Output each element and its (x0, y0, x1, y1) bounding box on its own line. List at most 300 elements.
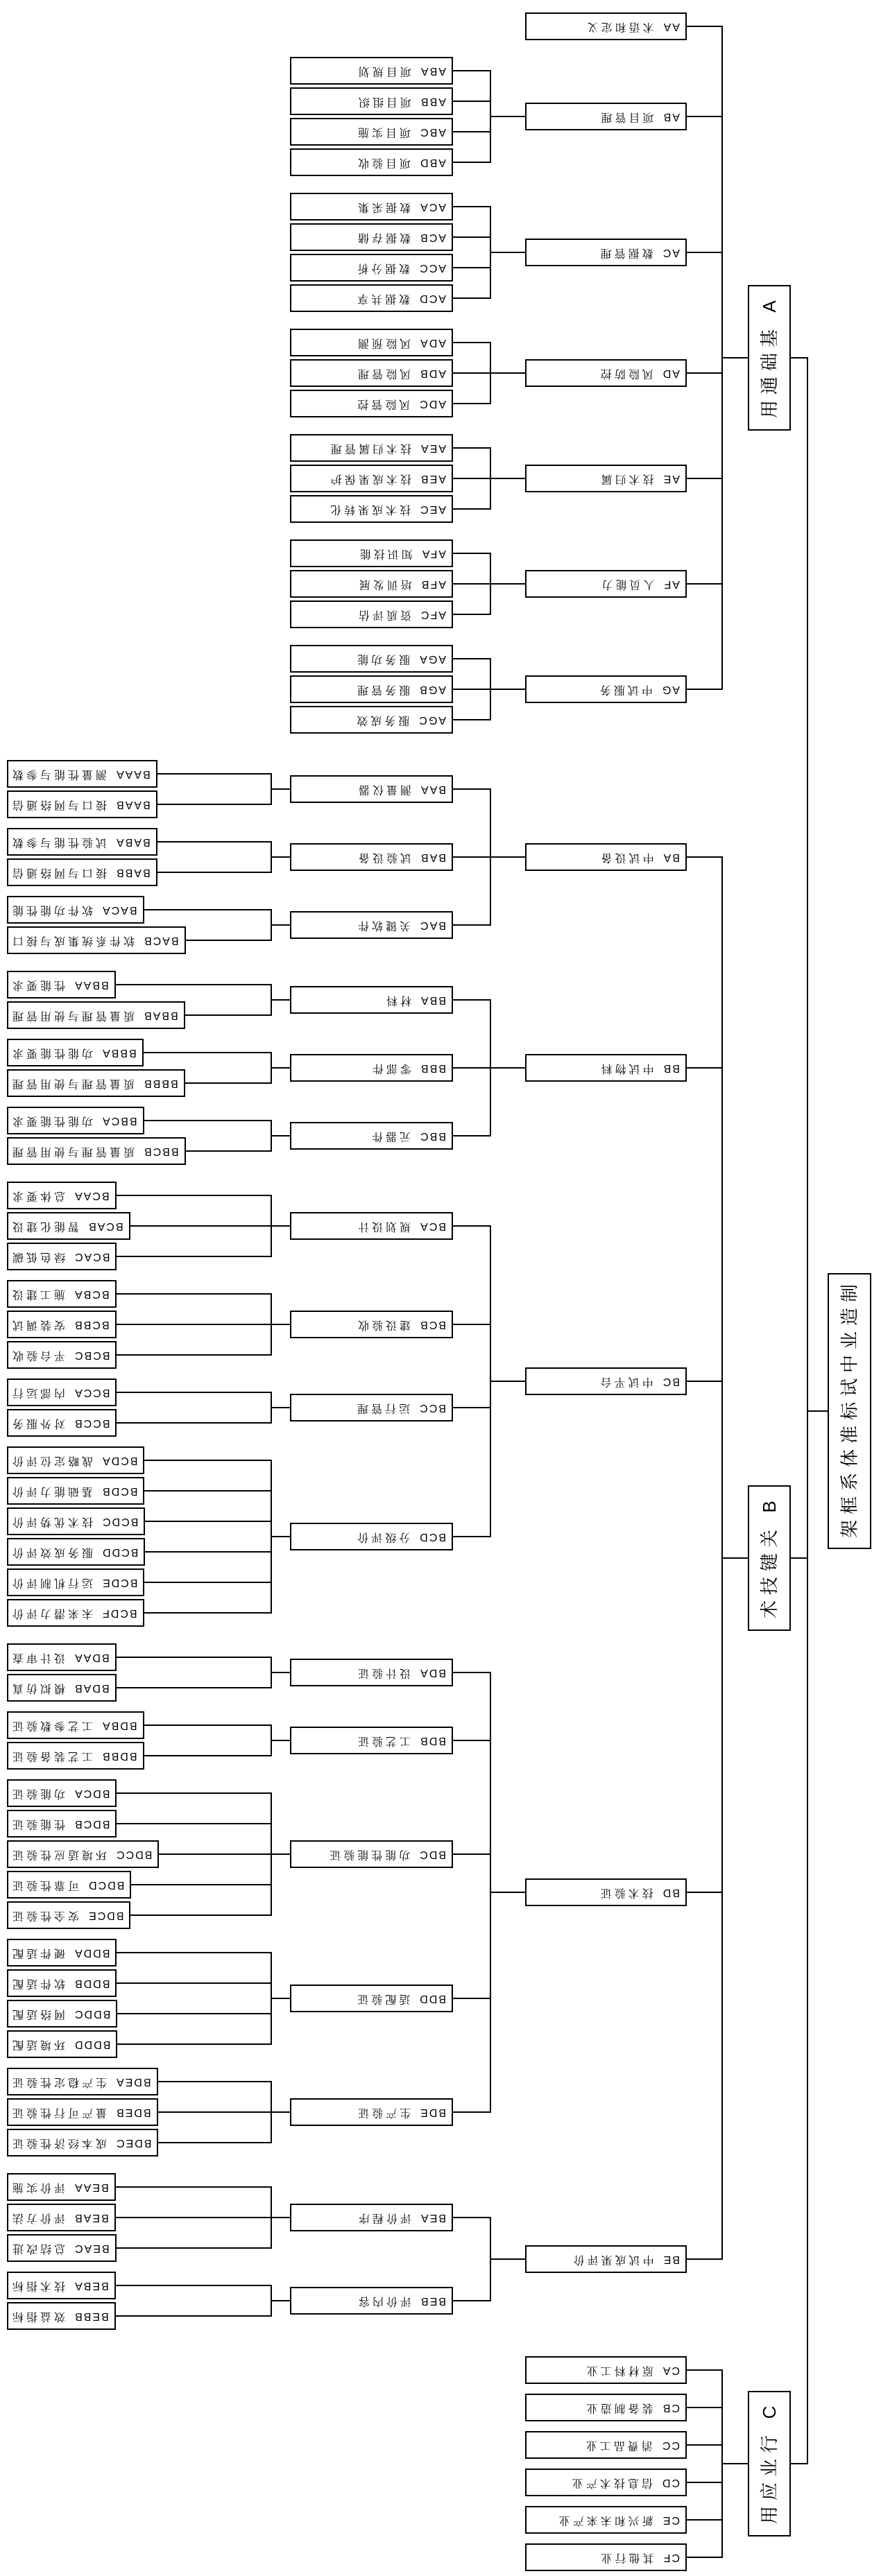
connector-child-stub-BCDB (144, 1490, 271, 1492)
connector-child-stub-BDAA (117, 1657, 271, 1658)
node-label: 风险预测 (355, 337, 411, 349)
node-label: 技术成果保护 (327, 473, 411, 485)
connector-parent-stub-BAA (271, 788, 290, 790)
node-label: 总结改进 (10, 2242, 66, 2254)
connector-trunk-AF (490, 553, 491, 615)
connector-child-stub-BE (687, 2258, 721, 2260)
node-text (291, 607, 452, 621)
node-label: 评价内容 (355, 2295, 411, 2307)
node-text (291, 1129, 452, 1143)
node-box-BDEC (7, 2129, 158, 2156)
node-code: BBB (419, 1062, 446, 1074)
node-box-BAC (290, 911, 453, 939)
node-text (527, 19, 685, 33)
node-text (527, 1885, 685, 1899)
node-box-BDCC (7, 1840, 159, 1868)
node-box-BCDB (7, 1477, 144, 1505)
connector-trunk-BAA (271, 773, 272, 805)
node-label: 网络适配 (10, 2008, 66, 2020)
node-code: AD (661, 368, 680, 379)
connector-child-stub-BDBA (144, 1724, 271, 1726)
node-box-CA (525, 2356, 687, 2384)
connector-trunk-BDA (271, 1657, 272, 1688)
node-code: BDEA (115, 2076, 151, 2088)
connector-trunk-BAB (271, 841, 272, 873)
node-label: 功能性能验证 (327, 1849, 411, 1860)
node-label: 风险管理 (355, 368, 411, 379)
node-code: BDDD (74, 2039, 111, 2050)
node-label: 消费品工业 (583, 2439, 653, 2451)
node-text (8, 1317, 115, 1331)
node-box-BDB (290, 1727, 453, 1754)
node-code: AEA (419, 442, 446, 454)
node-code: CB (661, 2402, 680, 2414)
node-text (291, 2105, 452, 2119)
vertical-char: 应 (759, 2482, 780, 2501)
node-code: BDCD (87, 1879, 125, 1891)
node-text (527, 2438, 685, 2452)
connector-trunk-BEA (271, 2186, 272, 2249)
connector-child-stub-BEAA (116, 2186, 271, 2188)
node-code: BCAA (74, 1190, 110, 1202)
node-box-ABD (290, 148, 453, 176)
connector-child-stub-BDDC (117, 2013, 271, 2014)
connector-child-stub-BDA (453, 1672, 490, 1673)
node-label: 元器件 (369, 1130, 411, 1142)
connector-parent-stub-AC (490, 252, 525, 253)
connector-child-stub-ADC (453, 403, 490, 404)
connector-parent-stub-BEA (271, 2217, 290, 2218)
node-code: BEAA (74, 2181, 109, 2193)
node-box-BA (525, 843, 687, 871)
connector-parent-stub-AB (490, 116, 525, 117)
node-box-ABB (290, 87, 453, 115)
node-box-BDE (290, 2098, 453, 2126)
node-label: 中试平台 (597, 1376, 653, 1388)
node-box-BCBA (7, 1280, 117, 1308)
connector-parent-stub-BEB (271, 2300, 290, 2301)
connector-child-stub-BEB (453, 2300, 490, 2301)
connector-trunk-BCB (271, 1293, 272, 1356)
node-label: 设计审查 (10, 1652, 66, 1663)
connector-trunk-AE (490, 447, 491, 510)
node-label: 数据管理 (597, 247, 653, 259)
node-label: 安全性验证 (10, 1910, 80, 1921)
node-box-AFB (290, 570, 453, 598)
node-box-BDDC (7, 2000, 117, 2028)
node-label: 功能性能要求 (10, 1047, 94, 1059)
node-label: 培训发展 (356, 578, 412, 590)
node-box-BDCB (7, 1810, 117, 1838)
node-label: 技术验证 (597, 1887, 653, 1899)
node-code: CF (662, 2552, 680, 2564)
node-text (527, 2252, 685, 2266)
node-text (8, 2211, 114, 2224)
connector-child-stub-ADA (453, 342, 490, 343)
node-text (8, 1046, 142, 1060)
connector-child-stub-ABA (453, 70, 490, 71)
connector-trunk-BBA (271, 984, 272, 1016)
connector-child-stub-BDDB (117, 1982, 271, 1984)
node-text (8, 933, 185, 947)
node-box-CB (525, 2394, 687, 2421)
connector-child-stub-BDC (453, 1853, 490, 1855)
node-code: AEB (419, 473, 446, 485)
node-box-CF (525, 2543, 687, 2571)
connector-child-stub-BAAA (157, 773, 271, 775)
node-text (8, 978, 114, 992)
node-code: BDCC (115, 1849, 153, 1860)
connector-child-stub-AGA (453, 658, 490, 659)
node-code: AFC (420, 609, 446, 621)
node-box-C (748, 2391, 791, 2536)
node-box-BBCB (7, 1137, 186, 1165)
node-box-BCBC (7, 1341, 117, 1369)
node-code: BCAC (74, 1251, 110, 1263)
node-code: AFA (420, 548, 446, 560)
node-label: 服务成效 (354, 714, 410, 726)
node-text (527, 245, 685, 259)
node-code: BEB (419, 2295, 446, 2307)
node-text (291, 1401, 452, 1415)
node-text (527, 1061, 685, 1075)
node-text (527, 2550, 685, 2564)
node-text (527, 1374, 685, 1388)
node-box-ADB (290, 359, 453, 387)
node-code: BBA (419, 994, 446, 1006)
node-box-BABB (7, 858, 157, 886)
node-label: 效益指标 (10, 2310, 66, 2322)
node-box-BCDA (7, 1446, 144, 1474)
connector-child-stub-BCDC (145, 1521, 271, 1522)
connector-trunk-AB (490, 70, 491, 163)
connector-child-stub-AD (687, 372, 721, 374)
node-code: ABA (419, 65, 446, 77)
node-box-AGA (290, 645, 453, 673)
node-label: 软件系统集成与接口 (10, 935, 135, 946)
node-code: BDB (419, 1735, 446, 1747)
node-label: 服务功能 (354, 653, 411, 665)
connector-trunk-BAC (271, 909, 272, 941)
vertical-char: A (759, 300, 780, 313)
connector-trunk-BEB (271, 2285, 272, 2317)
connector-parent-stub-BCA (271, 1225, 290, 1227)
node-box-AE (525, 465, 687, 492)
node-code: BACA (101, 904, 137, 916)
connector-child-stub-CC (687, 2444, 721, 2446)
connector-child-stub-BCBB (117, 1324, 271, 1325)
node-code: BAB (419, 852, 446, 863)
node-label: 信息技术产业 (569, 2477, 653, 2489)
connector-child-stub-AB (687, 116, 721, 117)
node-text (291, 502, 452, 516)
node-code: ACA (419, 201, 446, 213)
connector-trunk-BD (490, 1672, 491, 2113)
node-label: 工艺验证 (355, 1735, 411, 1747)
connector-child-stub-BAA (453, 788, 490, 790)
node-label: 术语和定义 (584, 21, 654, 33)
node-code: BDAB (74, 1682, 110, 1694)
node-box-BACB (7, 926, 186, 954)
connector-parent-stub-BC (490, 1381, 525, 1382)
connector-child-stub-BDEB (158, 2111, 271, 2113)
node-code: BCC (418, 1402, 446, 1414)
connector-parent-stub-BAC (271, 924, 290, 926)
node-text (291, 918, 452, 932)
node-text (527, 2475, 685, 2489)
vertical-char: 架 (839, 1519, 860, 1538)
node-text (8, 2180, 114, 2194)
connector-trunk-AG (490, 658, 491, 720)
connector-parent-stub-C (721, 2463, 748, 2464)
node-text (291, 1219, 452, 1233)
connector-parent-stub-BDA (271, 1672, 290, 1673)
connector-child-stub-CD (687, 2482, 721, 2483)
connector-parent-stub-AF (490, 583, 525, 585)
connector-trunk-BDB (271, 1724, 272, 1756)
node-text (291, 397, 452, 410)
connector-child-stub-BDD (453, 1998, 490, 1999)
node-text (291, 472, 452, 485)
node-text (8, 1946, 115, 1960)
connector-parent-stub-root (807, 1410, 828, 1412)
connector-child-stub-BB (687, 1067, 721, 1069)
vertical-char: 中 (839, 1354, 860, 1373)
connector-child-stub-BAB (453, 856, 490, 858)
node-code: CD (660, 2477, 680, 2489)
node-label: 适配验证 (354, 1993, 411, 2005)
connector-trunk-BDE (271, 2081, 272, 2143)
node-box-BD (525, 1878, 687, 1906)
node-code: ABC (419, 126, 446, 138)
connector-child-stub-BCCB (117, 1422, 271, 1424)
node-label: 其他行业 (598, 2552, 654, 2564)
node-code: BEAC (74, 2242, 110, 2254)
node-text (527, 110, 685, 123)
node-text (527, 682, 685, 696)
node-label: 总体要求 (10, 1190, 66, 1202)
node-label: 施工建设 (10, 1288, 66, 1300)
node-code: AGC (418, 714, 446, 726)
node-code: ABB (419, 96, 446, 107)
connector-trunk-BC (490, 1225, 491, 1537)
node-box-BEA (290, 2204, 453, 2231)
node-text (291, 1847, 452, 1861)
node-text (8, 1250, 115, 1263)
node-code: CA (661, 2365, 680, 2376)
node-text (291, 125, 452, 139)
node-code: AA (662, 21, 680, 33)
connector-trunk-BDD (271, 1952, 272, 2045)
node-label: 安装调试 (10, 1319, 66, 1331)
node-text (8, 1385, 115, 1399)
connector-child-stub-BCDD (145, 1551, 271, 1553)
node-text (291, 2211, 452, 2224)
connector-child-stub-AGB (453, 689, 490, 690)
node-label: 对外服务 (10, 1417, 66, 1429)
connector-parent-stub-BBA (271, 999, 290, 1001)
node-text (8, 2279, 114, 2292)
vertical-char: 础 (759, 353, 780, 372)
node-box-BDEB (7, 2098, 158, 2126)
node-label: 技术优势评价 (10, 1516, 94, 1528)
connector-child-stub-BDDD (117, 2043, 271, 2045)
vertical-char: 关 (759, 1530, 780, 1548)
connector-child-stub-BD (687, 1892, 721, 1893)
node-box-BDCE (7, 1901, 130, 1929)
node-code: BCDA (101, 1455, 138, 1467)
node-label: 战略定位评价 (10, 1455, 94, 1467)
node-text (8, 1144, 185, 1158)
node-code: BB (662, 1062, 680, 1074)
node-text (527, 577, 685, 591)
node-text (8, 1976, 115, 1990)
node-text (291, 1666, 452, 1679)
node-text (8, 1817, 115, 1831)
node-label: 中试服务 (597, 684, 653, 695)
node-text (291, 577, 452, 591)
connector-parent-stub-AD (490, 372, 525, 374)
node-code: BDBB (101, 1750, 137, 1762)
connector-child-stub-BCD (453, 1536, 490, 1537)
node-box-AFA (290, 539, 453, 567)
node-box-BDA (290, 1659, 453, 1686)
node-box-BDD (290, 1985, 453, 2012)
connector-trunk-B (721, 856, 723, 2260)
node-label: 量产可行性验证 (10, 2107, 108, 2118)
node-code: BDD (418, 1993, 446, 2005)
node-box-BEB (290, 2287, 453, 2315)
vertical-char: 业 (759, 2459, 780, 2478)
node-box-BCBB (7, 1311, 117, 1338)
node-text (291, 546, 452, 560)
connector-parent-stub-B (721, 1557, 748, 1559)
node-text (8, 1188, 115, 1202)
node-code: BDEB (115, 2107, 151, 2118)
node-code: BEA (419, 2212, 446, 2224)
node-code: BBC (419, 1130, 446, 1142)
vertical-char: 准 (839, 1425, 860, 1444)
node-box-AA (525, 12, 687, 40)
connector-child-stub-AF (687, 583, 721, 585)
node-code: AC (661, 247, 680, 259)
node-code: BCAB (87, 1220, 123, 1232)
node-code: BCB (419, 1319, 446, 1331)
node-label: 功能性能要求 (10, 1115, 94, 1127)
node-label: 项目规划 (355, 65, 411, 77)
node-label: 评价实施 (10, 2181, 66, 2193)
node-code: BEBB (74, 2310, 109, 2322)
node-label: 风险管控 (354, 398, 411, 410)
connector-parent-stub-BDC (271, 1853, 290, 1855)
node-code: BEBA (74, 2280, 109, 2292)
connector-child-stub-ACD (453, 297, 490, 299)
node-code: BDCA (74, 1788, 110, 1799)
connector-child-stub-BDCB (117, 1823, 271, 1824)
node-box-AEA (290, 434, 453, 462)
node-box-AC (525, 239, 687, 266)
connector-child-stub-ACB (453, 236, 490, 238)
node-label: 关键软件 (355, 919, 411, 931)
node-label: 中试设备 (598, 852, 654, 863)
node-box-BBBB (7, 1069, 185, 1097)
node-code: AB (662, 111, 680, 123)
node-box-BDEA (7, 2068, 158, 2095)
node-box-BCAC (7, 1243, 117, 1270)
connector-child-stub-BDE (453, 2111, 490, 2113)
node-label: 技术指标 (10, 2280, 66, 2292)
connector-child-stub-BA (687, 856, 721, 858)
connector-child-stub-BDDA (117, 1952, 271, 1953)
node-label: 环境适应性验证 (10, 1849, 108, 1860)
node-box-BCDE (7, 1568, 144, 1596)
node-box-BCDD (7, 1538, 145, 1566)
connector-parent-stub-BBC (271, 1135, 290, 1136)
node-code: BCDF (101, 1607, 137, 1619)
node-label: 项目管理 (598, 111, 654, 123)
node-box-AB (525, 103, 687, 130)
connector-parent-stub-BA (490, 856, 525, 858)
node-text (8, 2075, 157, 2089)
node-box-BB (525, 1054, 687, 1082)
node-label: 数据采集 (355, 201, 411, 213)
node-box-BBAB (7, 1001, 185, 1029)
node-label: 资质评估 (355, 609, 411, 621)
node-text (291, 155, 452, 169)
connector-trunk-BBB (271, 1052, 272, 1084)
node-box-BDBA (7, 1711, 144, 1739)
connector-child-stub-BBAB (185, 1014, 271, 1016)
connector-child-stub-BC (687, 1381, 721, 1382)
node-code: AE (662, 473, 680, 485)
connector-child-stub-BDCE (130, 1914, 271, 1916)
vertical-char: 制 (839, 1283, 860, 1302)
node-code: BBCB (143, 1146, 179, 1157)
node-code: BCCA (74, 1387, 110, 1399)
node-box-BDCA (7, 1779, 117, 1807)
connector-child-stub-BCBA (117, 1293, 271, 1295)
node-text (8, 1575, 143, 1589)
node-text (527, 2401, 685, 2414)
node-code: AGB (418, 684, 446, 695)
node-text (291, 782, 452, 796)
connector-parent-stub-BDB (271, 1740, 290, 1741)
connector-child-stub-BEA (453, 2217, 490, 2218)
node-box-AF (525, 570, 687, 598)
node-box-BBA (290, 986, 453, 1014)
node-box-BAB (290, 843, 453, 871)
node-box-ADA (290, 329, 453, 356)
node-label: 中试物料 (598, 1062, 654, 1074)
connector-child-stub-BDEA (158, 2081, 271, 2082)
node-box-BDAA (7, 1643, 117, 1671)
connector-child-stub-BAAB (157, 804, 271, 805)
vertical-char: 用 (759, 2506, 780, 2525)
connector-parent-stub-BDE (271, 2111, 290, 2113)
node-text (291, 441, 452, 455)
node-code: ADA (419, 337, 446, 349)
node-text (8, 1878, 130, 1892)
connector-child-stub-BABA (157, 841, 271, 842)
vertical-char: 造 (839, 1307, 860, 1326)
node-code: BCBB (74, 1319, 110, 1331)
node-text (291, 291, 452, 305)
node-text (8, 1908, 129, 1922)
node-text (8, 903, 143, 917)
node-box-AFC (290, 600, 453, 628)
node-box-CE (525, 2506, 687, 2534)
connector-child-stub-AFA (453, 553, 490, 554)
